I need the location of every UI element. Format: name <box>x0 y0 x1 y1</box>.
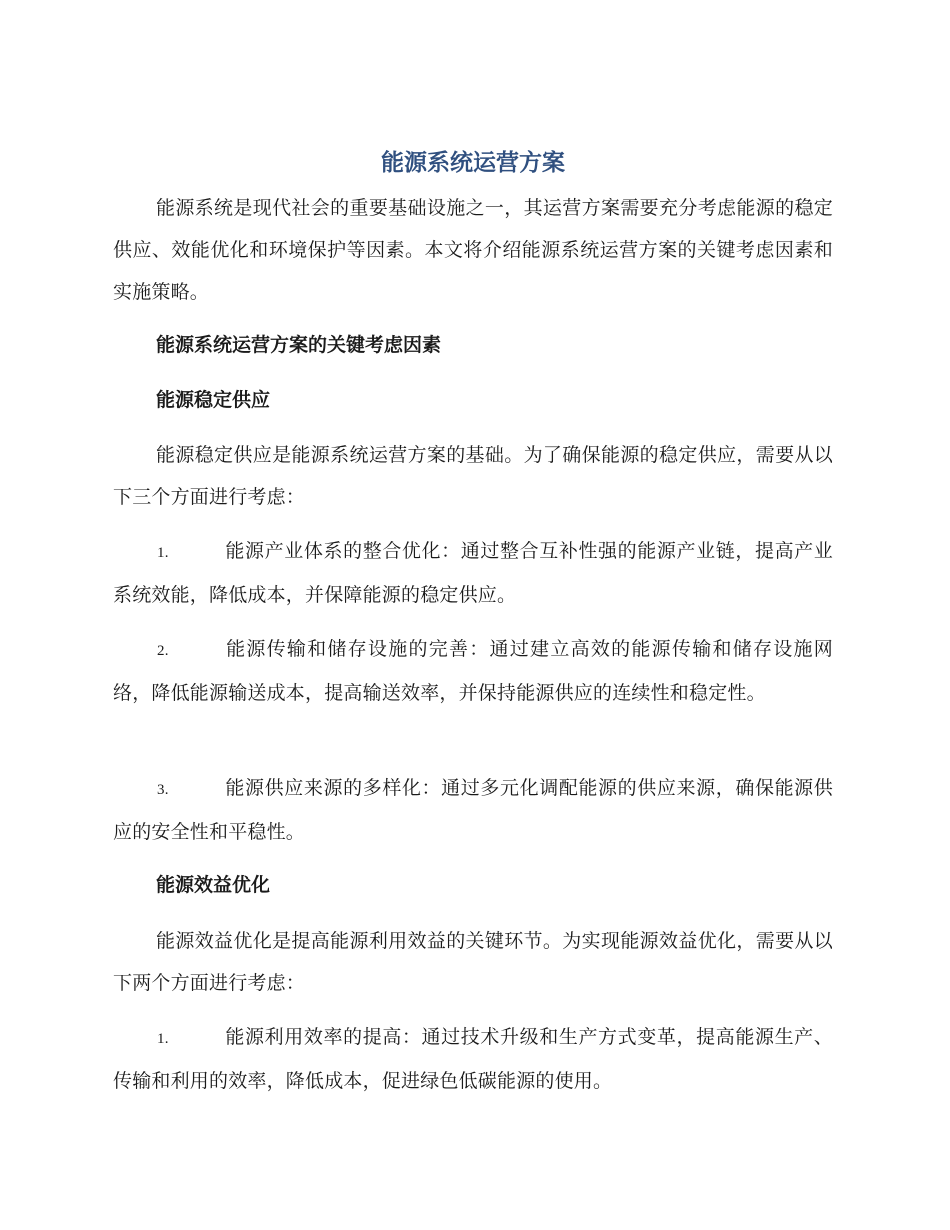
subsection-heading-stable-supply: 能源稳定供应 <box>156 389 271 411</box>
intro-paragraph: 能源系统是现代社会的重要基础设施之一，其运营方案需要充分考虑能源的稳定供应、效能优化和环境保护等因素。本文将介绍能源系统运营方案的关键考虑因素和实施策略。 <box>113 197 833 303</box>
list-item <box>113 1016 833 1102</box>
list-item <box>113 530 833 616</box>
list-item-text: 能源传输和储存设施的完善：通过建立高效的能源传输和储存设施网络，降低能源输送成本，提高输送效率，并保持能源供应的连续性和稳定性。 <box>113 638 833 704</box>
list-item <box>113 628 833 714</box>
subsection-heading-efficiency: 能源效益优化 <box>156 874 271 896</box>
efficiency-intro: 能源效益优化是提高能源利用效益的关键环节。为实现能源效益优化，需要从以下两个方面进行考虑： <box>113 930 833 994</box>
list-item-number: 1. <box>157 545 169 561</box>
list-item <box>113 767 833 853</box>
document-title: 能源系统运营方案 <box>381 150 565 176</box>
stable-supply-intro: 能源稳定供应是能源系统运营方案的基础。为了确保能源的稳定供应，需要从以下三个方面进行考虑： <box>113 444 833 508</box>
list-item-number: 1. <box>157 1031 169 1047</box>
list-item-text: 能源利用效率的提高：通过技术升级和生产方式变革，提高能源生产、传输和利用的效率，降低成本，促进绿色低碳能源的使用。 <box>113 1026 833 1092</box>
list-item-text: 能源供应来源的多样化：通过多元化调配能源的供应来源，确保能源供应的安全性和平稳性。 <box>113 777 833 843</box>
section-heading: 能源系统运营方案的关键考虑因素 <box>156 334 442 356</box>
list-item-text: 能源产业体系的整合优化：通过整合互补性强的能源产业链，提高产业系统效能，降低成本，并保障能源的稳定供应。 <box>113 540 833 606</box>
list-item-number: 3. <box>157 782 169 798</box>
list-item-number: 2. <box>157 643 169 659</box>
